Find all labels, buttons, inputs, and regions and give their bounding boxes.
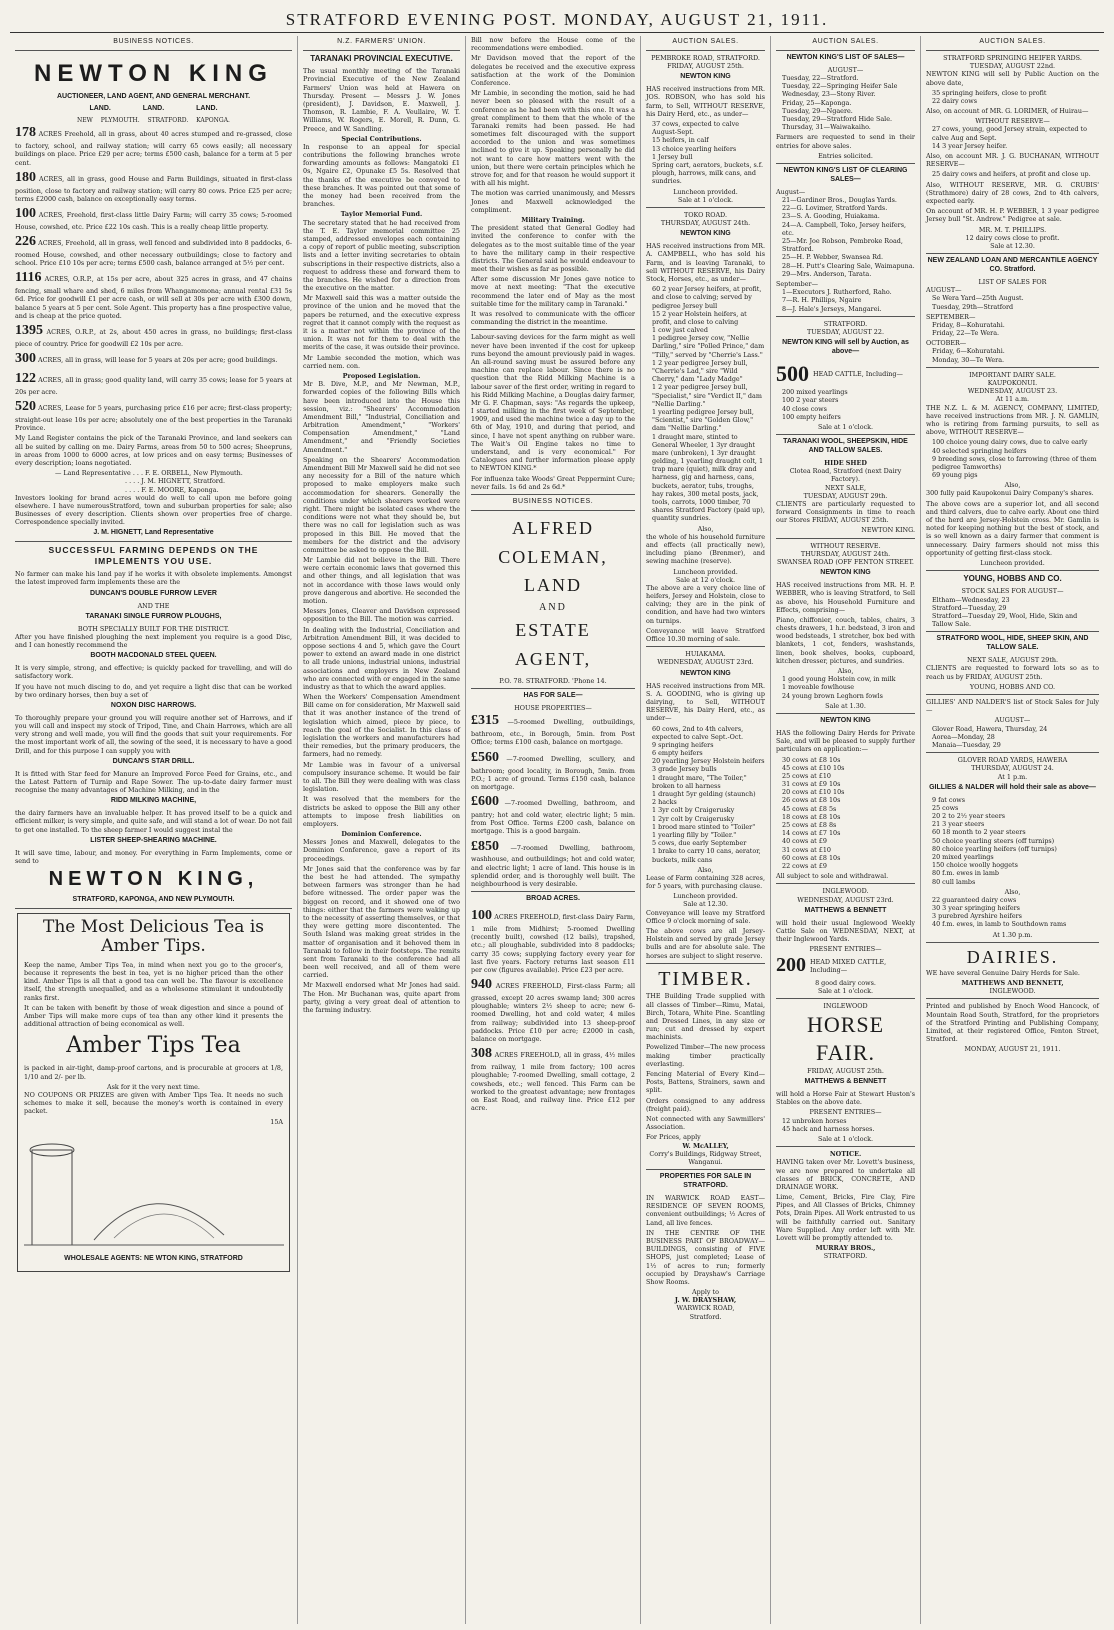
- columns: [10, 36, 1104, 1624]
- land-listing: 180 ACRES, all in grass, good House and Farm Buildings, situated in first-class position, close to factory and railway station; will carry 80 cows. Price £25 per acre; terms £2000 cash, balance on exceptionally easy terms.: [15, 169, 292, 203]
- coleman-word: LAND: [524, 575, 582, 596]
- ridd-testimonial: Labour-saving devices for the farm might as well never have been invented if the cost for upkeep runs beyond the amount previously paid in wages. An all-round saving must be assured before any machine can replace labour. Since there is no question that the Ridd Milking Machine is a labour saver of the first order, writing in regard to his Ridd Milking Machine, a Douglas dairy farmer, Mr G. F. Chapman, says: "As regards the upkeep, I started milking in the first week of September, 1909, and used the machine twice a day up to the 6th of May, 1910, and during that period, and since, I have not spent anything on rubber ware. The Wait's Oil Engine takes no time to understand, and is very economical." For Catalogues and further information please apply to NEWTON KING.*: [471, 333, 635, 473]
- list-item: 25—Mr. Joe Robson, Pembroke Road, Stratford.: [782, 237, 903, 254]
- list-item: 50 choice yearling steers (off turnips): [932, 836, 1055, 845]
- dairies-title: DAIRIES.: [966, 946, 1059, 967]
- coleman-advert: [471, 514, 635, 674]
- list-item: 150 choice woolly hoggets: [932, 861, 1018, 870]
- list-item: 9 fat cows: [932, 795, 966, 804]
- section-header: BUSINESS NOTICES.: [512, 497, 594, 505]
- list-item: 13 choice yearling heifers: [652, 144, 737, 153]
- list-item: 40 cows at £9: [782, 837, 827, 846]
- list-item: 31 cows at £9 10s: [782, 780, 841, 789]
- land-listing: 178 ACRES Freehold, all in grass, about 40 acres stumped and re-grassed, close to factory, school, and railway station; will carry 65 cows easily; all necessary buildings on place. Price £29 per acre; terms £500 cash, balance for a term at 5 per cent.: [15, 125, 292, 167]
- newton-king-bottom: NEWTON KING,: [48, 868, 259, 891]
- property-listing: 100 ACRES FREEHOLD, first-class Dairy Farm, 1 mile from Midhirst; 5-roomed Dwelling (recently built), cowshed (12 bails), trapshed, etc.; all ploughable, subdivided into 8 paddocks; carry 35 cows; supplying factory every year for last five years. Factory returns last season £11 per cow (figures available). Price £23 per acre.: [471, 908, 635, 974]
- list-item: 20 cows at £10 10s: [782, 788, 845, 797]
- list-item: 100 2 year steers: [782, 396, 839, 405]
- column-4: AUCTION SALES. PEMBROKE ROAD, STRATFORD. FRIDAY, AUGUST 25th. NEWTON KING HAS received instructions from MR. JOS. ROBSON, who has sold his farm, to Sell, WITHOUT RESERVE, his Dairy Herd, etc., as under— 37 cows, expected to calve August-Sept. 15 heifers, in calf 13 choice yearling heifers 1 Jersey bull Spring cart, aerators, buckets, s.f. plough, harrows, milk cans, and sundries. Luncheon provided. Sale at 1 o'clock. TOKO ROAD. THURSDAY, AUGUST 24th. NEWTON KING HAS received instructions from MR. A. CAMPBELL, who has sold his Farm, and is leaving Taranaki, to sell WITHOUT RESERVE, his Dairy Stock, Horses, etc., as under— 60 2 year Jersey heifers, at profit, and close to calving; served by pedigree Jersey bull 15 2 year Holstein heifers, at profit, and close to calving 1 cow just calved 1 pedigree Jersey cow, "Nellie Darling," sire "Polled Prince," dam "Tilly," served by "Cherrie's Lass." 1 2 year pedigree Jersey bull, "Cherrie's Lad," sire "Wild Cherry," dam "Lady Madge" 1 2 year pedigree Jersey bull, "Specialist," sire "Verdict II," dam "Nellie Darling." 1 yearling pedigree Jersey bull, "Scientist," sire "Golden Glow," dam "Nellie Darling." 1 draught mare, stinted to General Wheeler, 1 3yr draught mare (unbroken), 1 3yr draught gelding, 1 yearling draught colt, 1 trap mare (quiet), milk dray and harness, gig and harness, cans, buckets, aerator, tubs, troughs, hay rakes, 300 metal posts, jack, tools, carrots, 1000 timber, 70 shares Stratford Factory (paid up), quantity sundries. Also, the whole of his household furniture and effects (all practically new), including piano (Brenmer), and sewing machine (reserve). Luncheon provided. Sale at 12 o'clock. The above are a very choice line of heifers, Jersey and Holstein, close to calving; they are in the pink of condition, and have had two winters on turnips. Conveyance will leave Stratford Office 10.30 morning of sale. HUIAKAMA. WEDNESDAY, AUGUST 23rd. NEWTON KING HAS received instructions from MR. S. A. GOODING, who is giving up dairying, to Sell, WITHOUT RESERVE, his Dairy Herd, etc., as under— 60 cows, 2nd to 4th calvers, expected to calve Sept.-Oct. 9 springing heifers 6 empty heifers 20 yearling Jersey Holstein heifers 3 grade Jersey bulls 1 draught mare, "The Toiler," broken to all harness 1 draught 5yr gelding (staunch) 2 hacks 1 3yr colt by Craigerusky 1 2yr colt by Craigerusky 1 brood mare stinted to "Toiler" 1 yearling filly by "Toiler." 5 cows, due early September 1 brake to carry 10 cans, aerator, buckets, milk cans Also, Lease of Farm containing 328 acres, for 5 years, with purchasing clause. Luncheon provided. Sale at 12.30. Conveyance will leave my Stratford Office 9 o'clock morning of sale. The above cows are all Jersey-Holstein and served by grade Jersey bulls and are for absolute sale. The horses are subject to slight reserve. TIMBER. THE Building Trade supplied with all classes of Timber—Rimu, Matai, Birch, Totara, White Pine. Scantling and Dressed Lines, in any size or run; cut and dressed by expert machinists. Powelized Timber—The new process making timber practically everlasting. Fencing Material of Every Kind—Posts, Battens, Strainers, sawn and split. Orders consigned to any address (freight paid). Not connected with any Sawmillers' Association. For Prices, apply W. McALLEY, Corry's Buildings, Ridgway Street, Wanganui. PROPERTIES FOR SALE IN STRATFORD. IN WARWICK ROAD EAST—RESIDENCE OF SEVEN ROOMS, convenient outbuildings; ½ Acres of Land, all live fences. IN THE CENTRE OF THE BUSINESS PART OF BROADWAY—BUILDINGS, consisting of FIVE SHOPS, just completed; Lease of 1½ of acres to run; formerly occupied by Drayshaw's Carriage Show Rooms. Apply to J. W. DRAYSHAW, WARWICK ROAD, Stratford.: [641, 36, 771, 1624]
- land-register: My Land Register contains the pick of the Taranaki Province, and land seekers can all be suited by calling on me. Dairy Farms, areas from 50 to 500 acres; Sheepruns, in areas from 1000 to 6000 acres, at low prices and on easy terms; Businesses of every description; loans negotiated.: [15, 434, 292, 467]
- list-item: Friday, 25—Kaponga.: [782, 98, 852, 107]
- list-item: 80 f.m. ewes in lamb: [932, 869, 999, 878]
- list-item: 3 grade Jersey bulls: [652, 765, 717, 774]
- list-item: Friday, 6—Kohuratahi.: [932, 347, 1005, 356]
- list-item: Tuesday, 29th—Stratford: [932, 302, 1014, 311]
- list-item: 40 f.m. ewes, in lamb to Southdown rams: [932, 920, 1067, 929]
- list-item: Spring cart, aerators, buckets, s.f. plough, harrows, milk cans, and sundries.: [652, 160, 763, 186]
- list-item: Tuesday, 22—Springing Heifer Sale: [782, 82, 898, 91]
- list-item: 1 draught mare, stinted to General Wheeler, 1 3yr draught mare (unbroken), 1 3yr draught gelding, 1 yearling draught colt, 1 trap mare (quiet), milk dray and harness, gig and harness, cans, buckets, aerator, tubs, troughs, hay rakes, 300 metal posts, jack, tools, carrots, 1000 timber, 70 shares Stratford Factory (paid up), quantity sundries.: [652, 432, 765, 523]
- list-item: 15 2 year Holstein heifers, at profit, and close to calving: [652, 309, 747, 326]
- section-header: AUCTION SALES.: [812, 38, 879, 45]
- newton-king-subtitle: AUCTIONEER, LAND AGENT, AND GENERAL MERCHANT.: [56, 92, 251, 100]
- list-item: Manaia—Tuesday, 29: [932, 740, 1001, 749]
- list-item: 22 guaranteed dairy cows: [932, 895, 1017, 904]
- acreage-figure: 300: [15, 351, 36, 367]
- acreage-figure: 1395: [15, 323, 43, 339]
- booth-queen: BOOTH MACDONALD STEEL QUEEN.: [90, 652, 217, 660]
- acreage-figure: 226: [15, 234, 36, 250]
- house-listings: [471, 712, 635, 888]
- list-item: 1 brake to carry 10 cans, aerator, buckets, milk cans: [652, 847, 761, 864]
- list-item: 8—J. Hale's Jerseys, Mangarei.: [782, 304, 882, 313]
- timber-title: TIMBER.: [658, 967, 753, 990]
- tea-wholesale: WHOLESALE AGENTS: NE WTON KING, STRATFORD: [64, 1254, 243, 1262]
- list-item: Stratford—Tuesday, 29: [932, 603, 1007, 612]
- imprint-date: MONDAY, AUGUST 21, 1911.: [964, 1045, 1061, 1054]
- list-item: 15 heifers, in calf: [652, 136, 709, 145]
- list-item: 12 unbroken horses: [782, 1116, 847, 1125]
- list-item: 28—H. Putt's Clearing Sale, Waimapuna.: [782, 261, 915, 270]
- property-listing: £850 —7-roomed Dwelling, bathroom, washhouse, and outbuildings; hot and cold water, and electric light; 1 acre of land. This house is in splendid order, and is thoroughly well built. The neighbourhood is very desirable.: [471, 838, 635, 889]
- land-listing: 300 ACRES, all in grass, will lease for 5 years at 20s per acre; good buildings.: [15, 351, 278, 367]
- list-item: 45 cows at £8 5s: [782, 804, 837, 813]
- section-header: AUCTION SALES.: [672, 38, 739, 45]
- list-item: 1 yearling filly by "Toiler.": [652, 830, 737, 839]
- ridd-machine: RIDD MILKING MACHINE,: [110, 797, 197, 805]
- acreage-figure: 122: [15, 371, 36, 387]
- price-figure: 940: [471, 977, 492, 993]
- list-item: 80 cull lambs: [932, 877, 976, 886]
- land-representatives: — Land Representative . . . F. E. ORBELL, New Plymouth. . . . . J. M. HIGNETT, Stratford. . . . . F. E. MOORE, Kaponga.: [55, 469, 243, 494]
- list-item: 1 good young Holstein cow, in milk: [782, 675, 896, 684]
- list-item: 27 cows, young, good Jersey strain, expected to calve Aug and Sept.: [932, 125, 1087, 142]
- list-item: 37 cows, expected to calve August-Sept.: [652, 120, 739, 137]
- list-item: 29—Mrs. Anderson, Tarata.: [782, 269, 872, 278]
- land-listing: 122 ACRES, all in grass; good quality land, will carry 35 cows; lease for 5 years at 20s per acre.: [15, 371, 292, 396]
- list-item: Aorea—Monday, 28: [932, 732, 995, 741]
- taranaki-single: TARANAKI SINGLE FURROW PLOUGHS,: [85, 612, 222, 620]
- list-item: Stratford—Tuesday 29, Wool, Hide, Skin and Tallow Sale.: [932, 611, 1078, 629]
- price-figure: 100: [471, 908, 492, 924]
- list-item: 60 2 year Jersey heifers, at profit, and close to calving; served by pedigree Jersey bull: [652, 285, 762, 310]
- list-item: 3 purebred Ayrshire heifers: [932, 912, 1022, 921]
- list-item: 18 cows at £8 10s: [782, 812, 841, 821]
- list-item: 45 hack and harness horses.: [782, 1124, 875, 1133]
- list-item: 25—H. P. Webber, Swansea Rd.: [782, 253, 884, 262]
- property-listing: 308 ACRES FREEHOLD, all in grass, 4½ miles from railway, 1 mile from factory; 100 acres ploughable; 7-roomed Dwelling, small cottage, 2 cowsheds, etc.; well fenced. This Farm can be worked to the greatest advantage; new frontages on East Road, and railway line. Price £12 per acre.: [471, 1046, 635, 1113]
- coleman-word: ESTATE: [515, 620, 591, 641]
- land-listing: 1395 ACRES, O.R.P., at 2s, about 450 acres in grass, no buildings; first-class piece of country. Price for goodwill £2 10s per acre.: [15, 323, 292, 348]
- list-item: 7—R. H. Phillips, Ngaire: [782, 296, 862, 305]
- list-item: 20 2 to 2½ year steers: [932, 812, 1006, 821]
- list-item: 6 empty heifers: [652, 749, 703, 758]
- list-item: 1 moveable fowlhouse: [782, 683, 855, 692]
- list-item: Tuesday, 29—Ngaere.: [782, 106, 853, 115]
- price-figure: £600: [471, 794, 499, 810]
- coleman-word: ALFRED: [511, 517, 594, 538]
- farming-text: No farmer can make his land pay if he works it with obsolete implements. Amongst the latest improved farm implements these are the: [15, 570, 292, 587]
- hignett-signature: J. M. HIGNETT, Land Representative: [93, 529, 214, 537]
- land-row: LAND. LAND. LAND.: [89, 104, 218, 112]
- property-listing: £315 —5-roomed Dwelling, outbuildings, bathroom, etc., in Borough, 5min. from Post Office; terms £100 cash, balance on mortgage.: [471, 713, 635, 747]
- list-item: 22 dairy cows: [932, 96, 977, 105]
- towns-row: NEW PLYMOUTH. STRATFORD. KAPONGA.: [77, 116, 230, 124]
- list-item: Friday, 22—Te Wera.: [932, 329, 1000, 338]
- column-5: AUCTION SALES. NEWTON KING'S LIST OF SALES— AUGUST— Tuesday, 22—Stratford. Tuesday, 22—Springing Heifer Sale Wednesday, 23—Stony River. Friday, 25—Kaponga. Tuesday, 29—Ngaere. Tuesday, 29—Stratford Hide Sale. Thursday, 31—Waiwakaiho. Farmers are requested to send in their entries for above sales. Entries solicited. NEWTON KING'S LIST OF CLEARING SALES— August— 21—Gardiner Bros., Douglas Yards. 22—G. Lovimer, Stratford Yards. 23—S. A. Gooding, Huiakama. 24—A. Campbell, Toko, Jersey heifers, etc. 25—Mr. Joe Robson, Pembroke Road, Stratford. 25—H. P. Webber, Swansea Rd. 28—H. Putt's Clearing Sale, Waimapuna. 29—Mrs. Anderson, Tarata. September— 1—Executors J. Rutherford, Raho. 7—R. H. Phillips, Ngaire 8—J. Hale's Jerseys, Mangarei. STRATFORD. TUESDAY, AUGUST 22. NEWTON KING will sell by Auction, as above— 500 HEAD CATTLE, Including— 200 mixed yearlings 100 2 year steers 40 close cows 100 empty heifers Sale at 1 o'clock. TARANAKI WOOL, SHEEPSKIN, HIDE AND TALLOW SALES. HIDE SHED Clotea Road, Stratford (next Dairy Factory). NEXT SALE, TUESDAY, AUGUST 29th. CLIENTS are particularly requested to forward Consignments in time to reach our Stores FRIDAY, AUGUST 25th. NEWTON KING. WITHOUT RESERVE. THURSDAY, AUGUST 24th. SWANSEA ROAD (OFF FENTON STREET. NEWTON KING HAS received instructions from MR. H. P. WEBBER, who is leaving Stratford, to Sell as above, his Household Furniture and Effects, comprising— Piano, chiffonier, couch, tables, chairs, 3 chests drawers, 1 h.r. bedstead, 3 iron and wood bedsteads, 1 stretcher, box bed with blankets, 1 cot, fenders, washstands, linen, book shelves, books, cupboard, kitchen dresser, pictures, and sundries. Also, 1 good young Holstein cow, in milk 1 moveable fowlhouse 24 young brown Leghorn fowls Sale at 1.30. NEWTON KING HAS the following Dairy Herds for Private Sale, and will be pleased to supply further particulars on application:— 30 cows at £8 10s 45 cows at £10 10s 25 cows at £10 31 cows at £9 10s 20 cows at £10 10s 26 cows at £8 10s 45 cows at £8 5s 18 cows at £8 10s 25 cows at £8 8s 14 cows at £7 10s 40 cows at £9 31 cows at £10 60 cows at £8 10s 22 cows at £9 All subject to sole and withdrawal. INGLEWOOD. WEDNESDAY, AUGUST 23rd. MATTHEWS & BENNETT will hold their usual Inglewood Weekly Cattle Sale on WEDNESDAY, NEXT, at their Inglewood Yards. PRESENT ENTRIES— 200 HEAD MIXED CATTLE, Including— 8 good dairy cows. Sale at 1 o'clock. INGLEWOOD HORSE FAIR. FRIDAY, AUGUST 25th. MATTHEWS & BENNETT will hold a Horse Fair at Stewart Huston's Stables on the above date. PRESENT ENTRIES— 12 unbroken horses 45 hack and harness horses. Sale at 1 o'clock. NOTICE. HAVING taken over Mr. Lovett's business, we are now prepared to undertake all classes of BRICK, CONCRETE, AND DRAINAGE WORK. Lime, Cement, Bricks, Fire Clay, Fire Pipes, and All Classes of Bricks, Chimney Pots, Drain Pipes. All Work entrusted to us will be faithfully carried out. Sanitary Ware Supplied. Any order left with Mr. Lovett will be promptly attended to. MURRAY BROS., STRATFORD.: [771, 36, 921, 1624]
- list-item: 100 empty heifers: [782, 412, 841, 421]
- column-6: AUCTION SALES. STRATFORD SPRINGING HEIFER YARDS. TUESDAY, AUGUST 22nd. NEWTON KING will sell by Public Auction on the above date, 35 springing heifers, close to profit 22 dairy cows Also, on account of MR. G. LORIMER, of Huirau— WITHOUT RESERVE— 27 cows, young, good Jersey strain, expected to calve Aug and Sept. 14 3 year Jersey heifer. Also, on account MR. J. G. BUCHANAN, WITHOUT RESERVE— 25 dairy cows and heifers, at profit and close up. Also, WITHOUT RESERVE, MR. G. CRUBIS' (Strathmore) dairy of 28 cows, 2nd to 4th calvers, expected early. On account of MR. H. P. WEBBER, 1 3 year pedigree Jersey bull "St. Andrew." Pedigree at sale. MR. M. T. PHILLIPS. 12 dairy cows close to profit. Sale at 12.30. NEW ZEALAND LOAN AND MERCANTILE AGENCY CO. Stratford. LIST OF SALES FOR AUGUST— Se Wera Yard—25th August. Tuesday, 29th—Stratford SEPTEMBER— Friday, 8—Kohuratahi. Friday, 22—Te Wera. OCTOBER— Friday, 6—Kohuratahi. Monday, 30—Te Wera. IMPORTANT DAIRY SALE. KAUPOKONUI. WEDNESDAY, AUGUST 23. At 11 a.m. THE N.Z. L. & M. AGENCY, COMPANY, LIMITED, have received instructions from MR. J. N. GAMLIN, who is retiring from farming pursuits, to sell as above, WITHOUT RESERVE— 100 choice young dairy cows, due to calve early 40 selected springing heifers 9 breeding sows, close to farrowing (three of them pedigree Tamworths) 69 young pigs Also, 300 fully paid Kaupokonui Dairy Company's shares. The above cows are a superior lot, and all second and third calvers, due to calve early. About one third of the herd are Jersey-Holstein cross. Mr. Gamlin is noted for keeping nothing but the best of stock, and is so well known as a dairy farmer that comment is unnecessary. Dairy farmers should not miss this opportunity of getting first-class stock. Luncheon provided. YOUNG, HOBBS AND CO. STOCK SALES FOR AUGUST— Eltham—Wednesday, 23 Stratford—Tuesday, 29 Stratford—Tuesday 29, Wool, Hide, Skin and Tallow Sale. STRATFORD WOOL, HIDE, SHEEP SKIN, AND TALLOW SALE. NEXT SALE, AUGUST 29th. CLIENTS are requested to forward lots so as to reach us by FRIDAY, AUGUST 25th. YOUNG, HOBBS AND CO. GILLIES' AND NALDER'S list of Stock Sales for July— AUGUST— Glover Road, Hawera, Thursday, 24 Aorea—Monday, 28 Manaia—Tuesday, 29 GLOVER ROAD YARDS, HAWERA THURSDAY, AUGUST 24. At 1 p.m. GILLIES & NALDER will hold their sale as above— 9 fat cows 25 cows 20 2 to 2½ year steers 21 3 year steers 60 18 month to 2 year steers 50 choice yearling steers (off turnips) 80 choice yearling heifers (off turnips) 20 mixed yearlings 150 choice woolly hoggets 80 f.m. ewes in lamb 80 cull lambs Also, 22 guaranteed dairy cows 30 3 year springing heifers 3 purebred Ayrshire heifers 40 f.m. ewes, in lamb to Southdown rams At 1.30 p.m. DAIRIES. WE have several Genuine Dairy Herds for Sale. MATTHEWS AND BENNETT, INGLEWOOD. Printed and published by Enoch Wood Hancock, of Mountain Road South, Stratford, for the proprietors of the Stratford Printing and Publishing Company, Limited, at their registered Office, Fenton Street, Stratford. MONDAY, AUGUST 21, 1911.: [926, 38, 1099, 1054]
- list-item: 24—A. Campbell, Toko, Jersey heifers, etc.: [782, 220, 907, 237]
- list-item: 1 cow just calved: [652, 326, 708, 335]
- land-listing: 1116 ACRES, O.R.P., at 15s per acre, about 325 acres in grass, and 47 chains fencing, small whare and shed, 6 miles from Whangamomona; annual rental £31 5s 6d. Price for goodwill £1 per acre cash, or will sell at 30s per acre with £300 down, balance 5 years at 5 per cent. Sole Agent. This property has a fine prospective value, and is cheap at the price quoted.: [15, 270, 292, 320]
- section-header: BUSINESS NOTICES.: [113, 38, 194, 45]
- land-listings: [15, 124, 292, 432]
- list-item: 24 young brown Leghorn fowls: [782, 691, 883, 700]
- list-item: 21 3 year steers: [932, 820, 985, 829]
- farm-listings: [471, 907, 635, 1112]
- section-header: N.Z. FARMERS' UNION.: [337, 38, 426, 45]
- list-item: 30 3 year springing heifers: [932, 904, 1020, 913]
- list-item: 23—S. A. Gooding, Huiakama.: [782, 212, 880, 221]
- acreage-figure: 180: [15, 169, 36, 185]
- column-2: N.Z. FARMERS' UNION. TARANAKI PROVINCIAL EXECUTIVE. The usual monthly meeting of the Taranaki Provincial Executive of the New Zealand Farmers' Union was held at Hawera on Thursday. Present — Messrs J. W. Jones (president), J. Davidson, E. Maxwell, J. Thomson, R. Lambie, F. A. Veullaire, W. T. Williams, W. Rogers, E. Morell, R. Dunn, G. Preece, and W. Sandling. Special Contributions. In response to an appeal for special contributions the following branches wrote forwarding amounts as follows: Mangatoki £1 0s, Ngaire £2, Opunake £5 5s. Resolved that the thanks of the executive be conveyed to these branches. It was pointed out that some of the money had been received from the branches. Taylor Memorial Fund. The secretary stated that he had received from the T. E. Taylor memorial committee 25 stamped, addressed envelopes each containing a copy of report of public meeting, subscription lists and a letter inviting secretaries to obtain subscriptions in their respective districts, also a request to address these and forward them to the branches. He wished for a direction from the executive on the matter. Mr Maxwell said this was a matter outside the province of the union and he moved that the papers be returned, and the executive express regret that it cannot comply with the request as it is a matter not within the province of the union. It was not for them to deal with the merits of the case, it was outside their province. Mr Lambie seconded the motion, which was carried nem. con. Proposed Legislation. Mr B. Dive, M.P., and Mr Newman, M.P., forwarded copies of the following Bills which have been introduced into the House this session, viz.: "Shearers' Accommodation Amendment Bill," "Industrial, Conciliation and Arbitration Amendment," "Workers' Compensation Amendment," "Land Amendment," and "Friendly Societies Amendment." Speaking on the Shearers' Accommodation Amendment Bill Mr Maxwell said he did not see any necessity for a Bill of the nature which proposed to make employers make such accommodation for shearers. Generally the conditions under which shearers worked were right. There might be isolated cases where the conditions were not what they should be, but there was no call for legislation such as was proposed in this Bill. He moved that the members for the district and the advisory committee be asked to oppose the Bill. Mr Lambie did not believe in the Bill. There were certain economic laws that governed this and other things, and all legislation that was not in accordance with those laws would only prove dangerous and abortive. He seconded the motion. Messrs Jones, Cleaver and Davidson expressed opposition to the Bill. The motion was carried. In dealing with the Industrial, Conciliation and Arbitration Amendment Bill, it was decided to oppose sections 4 and 5, which gave the Court power to extend an award made in one district to all trade unions, industrial unions, industrial associations and employers in New Zealand who are connected with or engaged in the same industry as that to which the award applies. When the Workers' Compensation Amendment Bill came on for consideration, Mr Maxwell said that it was another instance of the trend of legislation which aimed, piece by piece, to reach the goal of the Socialist. In this class of legislation the workers and manufacturers had their remedies, but the primary producers, the farmers, had no remedy. Mr Lambie was in favour of a universal compulsory insurance scheme. It would be fair to all. The Bill they were dealing with was class legislation. It was resolved that the members for the districts be asked to oppose the Bill any other attempts to impose fresh liabilities on employers. Dominion Conference. Messrs Jones and Maxwell, delegates to the Dominion Conference, gave a report of its proceedings. Mr Jones said that the conference was by far the best he had attended. The sympathy between farmers was stronger than he had before witnessed. The order paper was the biggest on record, and it showed one of two things: either that the farmers were waking up to the necessity of asserting themselves, or that they were getting more discontented. The South Island was making great strides in the matter of organisation and it behoved them in Taranaki to follow in their footsteps. The remits sent from Taranaki to the conference had all been well received, and all of them were carried. Mr Maxwell endorsed what Mr Jones had said. The Hon. Mr Buchanan was, quite apart from party, giving a very great deal of attention to the farming industry.: [298, 36, 466, 1624]
- list-item: 1 2yr colt by Craigerusky: [652, 814, 735, 823]
- acreage-figure: 100: [15, 206, 36, 221]
- list-item: 14 cows at £7 10s: [782, 829, 841, 838]
- column-3: Bill now before the House come of the recommendations were embodied. Mr Davidson moved that the report of the delegates be received and the executive express satisfaction at the work of the Dominion Conference. Mr Lambie, in seconding the motion, said he had never been so pleased with the result of a conference as he had been with this one. It was a great compliment to them that the whole of the Taranaki remits had been passed. He had sometimes felt discouraged with the support accorded to the union and was sometimes inclined to give it up. Speaking personally he did not want to care how matters went with the union, but there were certain principles which he strove for, and for that reason he would support it with all his might. The motion was carried unanimously, and Messrs Jones and Maxwell acknowledged the compliment. Military Training. The president stated that General Godley had invited the conference to confer with the delegates as to the most suitable time of the year to have the military camp in their respective districts. The General said he would endeavour to meet their wishes as far as possible. After some discussion Mr Jones gave notice to move at next meeting: "That the executive recommend the later end of May as the most suitable time for the military camp in Taranaki." It was resolved to communicate with the officer commanding the district in the meantime. Labour-saving devices for the farm might as well never have been invented if the cost for upkeep runs beyond the amount previously paid in wages. An all-round saving must be assured before any machine can replace labour. Since there is no question that the Ridd Milking Machine is a labour saver of the first order, writing in regard to his Ridd Milking Machine, a Douglas dairy farmer, Mr G. F. Chapman, says: "As regards the upkeep, I started milking in the first week of September, 1909, and used the machine twice a day up to the 6th of May, 1910, and during that period, and since, I have not spent anything on rubber ware. The Wait's Oil Engine takes no time to understand, and is very economical." For Catalogues and further information please apply to NEWTON KING.* For influenza take Woods' Great Peppermint Cure; never fails. 1s 6d and 2s 6d.* BUSINESS NOTICES. ALFRED COLEMAN, LAND AND ESTATE AGENT, P.O. 78. STRATFORD. 'Phone 14. HAS FOR SALE— HOUSE PROPERTIES— £315 —5-roomed Dwelling, outbuildings, bathroom, etc., in Borough, 5min. from Post Office; terms £100 cash, balance on mortgage. £560 —7-roomed Dwelling, scullery, and bathroom; good locality, in Borough, 5min. from P.O.; 1 acre of ground. Terms £150 cash, balance on mortgage. £600 —7-roomed Dwelling, bathroom, and pantry; hot and cold water, electric light; 5 min. from Post Office. Terms £200 cash, balance on mortgage. This is a good bargain. £850 —7-roomed Dwelling, bathroom, washhouse, and outbuildings; hot and cold water, and electric light; 1 acre of land. This house is in splendid order, and is thoroughly well built. The neighbourhood is very desirable. BROAD ACRES. 100 ACRES FREEHOLD, first-class Dairy Farm, 1 mile from Midhirst; 5-roomed Dwelling (recently built), cowshed (12 bails), trapshed, etc.; all ploughable, subdivided into 8 paddocks; carry 35 cows; supplying factory every year for last five years. Factory returns last season £11 per cow (figures available). Price £23 per acre. 940 ACRES FREEHOLD, First-class Farm; all grassed, except 20 acres swamp land; 300 acres ploughable; winters 2½ sheep to acre; new 6-roomed Dwelling, hot and cold water, 4 miles from railway; subdivided into 13 sheep-proof paddocks. Price £10 per acre; £2000 in cash, balance on mortgage. 308 ACRES FREEHOLD, all in grass, 4½ miles from railway, 1 mile from factory; 100 acres ploughable; 7-roomed Dwelling, small cottage, 2 cowsheds, etc.; well fenced. This Farm can be worked to the greatest advantage; new frontages on East Road, and railway line. Price £12 per acre.: [466, 36, 641, 1624]
- list-item: Friday, 8—Kohuratahi.: [932, 320, 1005, 329]
- list-item: 20 yearling Jersey Holstein heifers: [652, 757, 765, 766]
- property-listing: £600 —7-roomed Dwelling, bathroom, and pantry; hot and cold water, electric light; 5 min. from Post Office. Terms £200 cash, balance on mortgage. This is a good bargain.: [471, 794, 635, 836]
- coleman-word: AGENT,: [514, 649, 592, 670]
- land-listing: 520 ACRES, Lease for 5 years, purchasing price £16 per acre; first-class property; straight-out lease 10s per acre; absolutely one of the best properties in the Taranaki Province.: [15, 399, 292, 433]
- list-item: 69 young pigs: [932, 471, 978, 480]
- section-header: AUCTION SALES.: [979, 38, 1046, 45]
- masthead-title: STRATFORD EVENING POST. MONDAY, AUGUST 21, 1911.: [285, 10, 829, 29]
- list-item: Thursday, 31—Waiwakaiho.: [782, 123, 871, 132]
- list-item: 20 mixed yearlings: [932, 852, 994, 861]
- list-item: Glover Road, Hawera, Thursday, 24: [932, 724, 1048, 733]
- list-item: 60 18 month to 2 year steers: [932, 828, 1026, 837]
- list-item: 1 Jersey bull: [652, 152, 693, 161]
- list-item: 14 3 year Jersey heifer.: [932, 141, 1008, 150]
- column-1: BUSINESS NOTICES. NEWTON KING AUCTIONEER, LAND AGENT, AND GENERAL MERCHANT. LAND. LAND. LAND. NEW PLYMOUTH. STRATFORD. KAPONGA. 178 ACRES Freehold, all in grass, about 40 acres stumped and re-grassed, close to factory, school, and railway station; will carry 65 cows easily; all necessary buildings on place. Price £29 per acre; terms £500 cash, balance for a term at 5 per cent. 180 ACRES, all in grass, good House and Farm Buildings, situated in first-class position, close to factory and railway station; will carry 80 cows. Price £25 per acre; terms £2000 cash, balance on exceptionally easy terms. 100 ACRES, Freehold, first-class little Dairy Farm; will carry 35 cows; 5-roomed House, cowshed, etc. Price £22 10s cash. This is a really cheap little property. 226 ACRES, Freehold, all in grass, well fenced and subdivided into 8 paddocks, 6-roomed House, cowshed, and other necessary outbuildings; close to factory and school. Price £10 10s per acre; terms £500 cash, balance arranged at 5½ per cent. 1116 ACRES, O.R.P., at 15s per acre, about 325 acres in grass, and 47 chains fencing, small whare and shed, 6 miles from Whangamomona; annual rental £31 5s 6d. Price for goodwill £1 per acre cash, or will sell at 30s per acre with £300 down, balance 5 years at 5 per cent. Sole Agent. This property has a fine prospective value, and is cheap at the price quoted. 1395 ACRES, O.R.P., at 2s, about 450 acres in grass, no buildings; first-class piece of country. Price for goodwill £2 10s per acre. 300 ACRES, all in grass, will lease for 5 years at 20s per acre; good buildings. 122 ACRES, all in grass; good quality land, will carry 35 cows; lease for 5 years at 20s per acre. 520 ACRES, Lease for 5 years, purchasing price £16 per acre; first-class property; straight-out lease 10s per acre; absolutely one of the best properties in the Taranaki Province. My Land Register contains the pick of the Taranaki Province, and land seekers can all be suited by calling on me. Dairy Farms, areas from 50 to 500 acres; Sheepruns, in areas from 1000 to 6000 acres, at low prices and on easy terms; Businesses of every description; loans negotiated. — Land Representative . . . F. E. ORBELL, New Plymouth. . . . . J. M. HIGNETT, Stratford. . . . . F. E. MOORE, Kaponga. Investors looking for brand acres would do well to call upon me before going elsewhere. I have numerousStratford, town and suburban properties for sale; also Businesses of every description. Clients shown over properties free of charge. Correspondence specially invited. J. M. HIGNETT, Land Representative SUCCESSFUL FARMING DEPENDS ON THE IMPLEMENTS YOU USE. No farmer can make his land pay if he works it with obsolete implements. Amongst the latest improved farm implements these are the DUNCAN'S DOUBLE FURROW LEVER AND THE TARANAKI SINGLE FURROW PLOUGHS, BOTH SPECIALLY BUILT FOR THE DISTRICT. After you have finished ploughing the next implement you require is a good Disc, and I can honestly recommend the BOOTH MACDONALD STEEL QUEEN. It is very simple, strong, and effective; is quickly packed for travelling, and will do satisfactory work. If you have not much discing to do, and yet require a light disc that can be worked by two ordinary horses, then buy a set of NOXON DISC HARROWS. To thoroughly prepare your ground you will require another set of Harrows, and if you will call and inspect my stock of Tripod, Tine, and Chain Harrows, which are all very strong and well made, you will find the goods that suit your requirements. For the most important work of all, the sowing of the seed, it is necessary to have a good Drill, and for this purpose I can supply you with DUNCAN'S STAR DRILL. It is fitted with Star feed for Manure an Improved Force Feed for Grains, etc., and the Latest Pattern of Turnip and Rape Sower. The up-to-date dairy farmer must recognise the many advantages of Machine Milking, and in the RIDD MILKING MACHINE, the dairy farmers have an invaluable helper. It has proved itself to be a quick and efficient milker, is very simple, and quite safe, and will stand a lot of wear. Do not fail to get one installed. To the sheep farmer I would suggest instal the LISTER SHEEP-SHEARING MACHINE. It will save time, labour, and money. For everything in Farm Implements, come or send to NEWTON KING, STRATFORD, KAPONGA, AND NEW PLYMOUTH. The Most Delicious Tea is Amber Tips. Keep the name, Amber Tips Tea, in mind when next you go to the grocer's, because it represents the best in tea, yet is no higher priced than the other kind. Amber Tips is all that a good tea can well be. The flavour is excellence itself, the strength unequalled, and as a wholesome stimulant it undoubtedly ranks first. It can be taken with benefit by those of weak digestion and since a pound of Amber Tips will make more cups of tea than any other kind it presents the additional attraction of being economical as well. Amber Tips Tea is packed in air-tight, damp-proof cartons, and is procurable at grocers at 1/8, 1/10 and 2/- per lb. Ask for it the very next time. NO COUPONS OR PRIZES are given with Amber Tips Tea. It needs no such schemes to make it sell, because the money's worth is contained in every packet. 15A WHOLESALE AGENTS: NE WTON KING, STRATFORD: [10, 36, 298, 1624]
- acreage-figure: 178: [15, 125, 36, 141]
- list-item: 25 dairy cows and heifers, at profit and close up.: [932, 170, 1091, 179]
- farming-heading: SUCCESSFUL FARMING DEPENDS ON THE IMPLEMENTS YOU USE.: [48, 545, 259, 567]
- list-item: 40 selected springing heifers: [932, 446, 1027, 455]
- lister-machine: LISTER SHEEP-SHEARING MACHINE.: [90, 836, 217, 844]
- price-figure: 308: [471, 1046, 492, 1062]
- list-item: 40 close cows: [782, 404, 827, 413]
- list-item: 200 mixed yearlings: [782, 388, 848, 397]
- property-listing: £560 —7-roomed Dwelling, scullery, and bathroom; good locality, in Borough, 5min. from P.O.; 1 acre of ground. Terms £150 cash, balance on mortgage.: [471, 749, 635, 791]
- list-item: 25 cows at £8 8s: [782, 821, 837, 829]
- list-item: Se Wera Yard—25th August.: [932, 294, 1024, 303]
- list-item: Eltham—Wednesday, 23: [932, 595, 1010, 604]
- imprint: Printed and published by Enoch Wood Hancock, of Mountain Road South, Stratford, for the proprietors of the Stratford Printing and Publishing Company, Limited, at their registered Office, Fenton Street, Stratford.: [926, 1002, 1099, 1044]
- list-item: 1 2 year pedigree Jersey bull, "Specialist," sire "Verdict II," dam "Nellie Darling.": [652, 383, 762, 408]
- list-item: 1 2 year pedigree Jersey bull, "Cherrie's Lad," sire "Wild Cherry," dam "Lady Madge": [652, 358, 748, 384]
- price-figure: £560: [471, 749, 499, 765]
- list-item: 22—G. Lovimer, Stratford Yards.: [782, 204, 888, 213]
- masthead: [10, 8, 1104, 33]
- list-item: 9 breeding sows, close to farrowing (three of them pedigree Tamworths): [932, 454, 1097, 471]
- list-item: 25 cows at £10: [782, 771, 831, 780]
- horse-fair-title: HORSE FAIR.: [806, 1011, 885, 1065]
- noxon-harrows: NOXON DISC HARROWS.: [110, 701, 197, 709]
- list-item: 1 draught 5yr gelding (staunch): [652, 790, 756, 798]
- acreage-figure: 520: [15, 399, 36, 415]
- list-item: 21—Gardiner Bros., Douglas Yards.: [782, 196, 897, 205]
- investors-text: Investors looking for brand acres would do well to call upon me before going elsewhere. I have numerousStratford, town and suburban properties for sale; also Businesses of every description. Clients shown over properties free of charge. Correspondence specially invited.: [15, 493, 292, 527]
- list-item: Monday, 30—Te Wera.: [932, 355, 1005, 364]
- list-item: 80 choice yearling heifers (off turnips): [932, 844, 1057, 853]
- list-item: 45 cows at £10 10s: [782, 763, 845, 772]
- list-item: 25 cows: [932, 803, 959, 812]
- list-item: 1—Executors J. Rutherford, Raho.: [782, 288, 892, 297]
- list-item: 1 pedigree Jersey cow, "Nellie Darling," sire "Polled Prince," dam "Tilly," served by "Cherrie's Lass.": [652, 334, 765, 359]
- list-item: 22 cows at £9: [782, 861, 827, 870]
- list-item: 1 draught mare, "The Toiler," broken to all harness: [652, 773, 747, 790]
- list-item: 31 cows at £10: [782, 845, 831, 854]
- newton-king-title: NEWTON KING: [34, 59, 273, 87]
- tea-brand: Amber Tips Tea: [66, 1033, 241, 1059]
- list-item: 1 yearling pedigree Jersey bull, "Scientist," sire "Golden Glow," dam "Nellie Darling.": [652, 407, 754, 433]
- land-listing: 100 ACRES, Freehold, first-class little Dairy Farm; will carry 35 cows; 5-roomed House, cowshed, etc. Price £22 10s cash. This is a really cheap little property.: [15, 206, 292, 231]
- list-item: 100 choice young dairy cows, due to calve early: [932, 438, 1088, 447]
- list-item: 9 springing heifers: [652, 740, 714, 749]
- list-item: 26 cows at £8 10s: [782, 796, 841, 805]
- list-item: 60 cows at £8 10s: [782, 853, 841, 862]
- list-item: 60 cows, 2nd to 4th calvers, expected to calve Sept.-Oct.: [652, 724, 744, 741]
- amber-tips-advert: The Most Delicious Tea is Amber Tips. Keep the name, Amber Tips Tea, in mind when next you go to the grocer's, because it represents the best in tea, yet is no higher priced than the other kind. Amber Tips is all that a good tea can well be. The flavour is excellence itself, the strength unequalled, and as a wholesome stimulant it undoubtedly ranks first. It can be taken with benefit by those of weak digestion and since a pound of Amber Tips will make more cups of tea than any other kind it presents the additional attraction of being economical as well. Amber Tips Tea is packed in air-tight, damp-proof cartons, and is procurable at grocers at 1/8, 1/10 and 2/- per lb. Ask for it the very next time. NO COUPONS OR PRIZES are given with Amber Tips Tea. It needs no such schemes to make it sell, because the money's worth is contained in every packet. 15A WHOLESALE AGENTS: NE WTON KING, STRATFORD: [17, 913, 290, 1272]
- list-item: Tuesday, 22—Stratford.: [782, 74, 859, 83]
- coleman-word: AND: [539, 602, 567, 614]
- duncans-lever: DUNCAN'S DOUBLE FURROW LEVER: [90, 589, 217, 597]
- property-listing: 940 ACRES FREEHOLD, First-class Farm; all grassed, except 20 acres swamp land; 300 acres ploughable; winters 2½ sheep to acre; new 6-roomed Dwelling, hot and cold water, 4 miles from railway; subdivided into 13 sheep-proof paddocks. Price £10 per acre; £2000 in cash, balance on mortgage.: [471, 977, 635, 1044]
- price-figure: £850: [471, 838, 499, 854]
- price-figure: £315: [471, 713, 499, 729]
- list-item: Tuesday, 29—Stratford Hide Sale.: [782, 115, 893, 124]
- list-item: Wednesday, 23—Stony River.: [782, 90, 876, 99]
- coleman-word: COLEMAN,: [498, 546, 608, 567]
- list-item: 2 hacks: [652, 798, 677, 807]
- list-item: 1 3yr colt by Craigerusky: [652, 806, 735, 815]
- acreage-figure: 1116: [15, 270, 42, 286]
- list-item: 1 brood mare stinted to "Toiler": [652, 822, 756, 831]
- tea-illustration: [24, 1130, 284, 1250]
- star-drill: DUNCAN'S STAR DRILL.: [112, 757, 195, 765]
- tea-title: The Most Delicious Tea is Amber Tips.: [43, 916, 264, 957]
- list-item: 30 cows at £8 10s: [782, 755, 841, 764]
- land-listing: 226 ACRES, Freehold, all in grass, well fenced and subdivided into 8 paddocks, 6-roomed House, cowshed, and other necessary outbuildings; close to factory and school. Price £10 10s per acre; terms £500 cash, balance arranged at 5½ per cent.: [15, 234, 292, 268]
- list-item: 35 springing heifers, close to profit: [932, 88, 1047, 97]
- list-item: 5 cows, due early September: [652, 839, 747, 848]
